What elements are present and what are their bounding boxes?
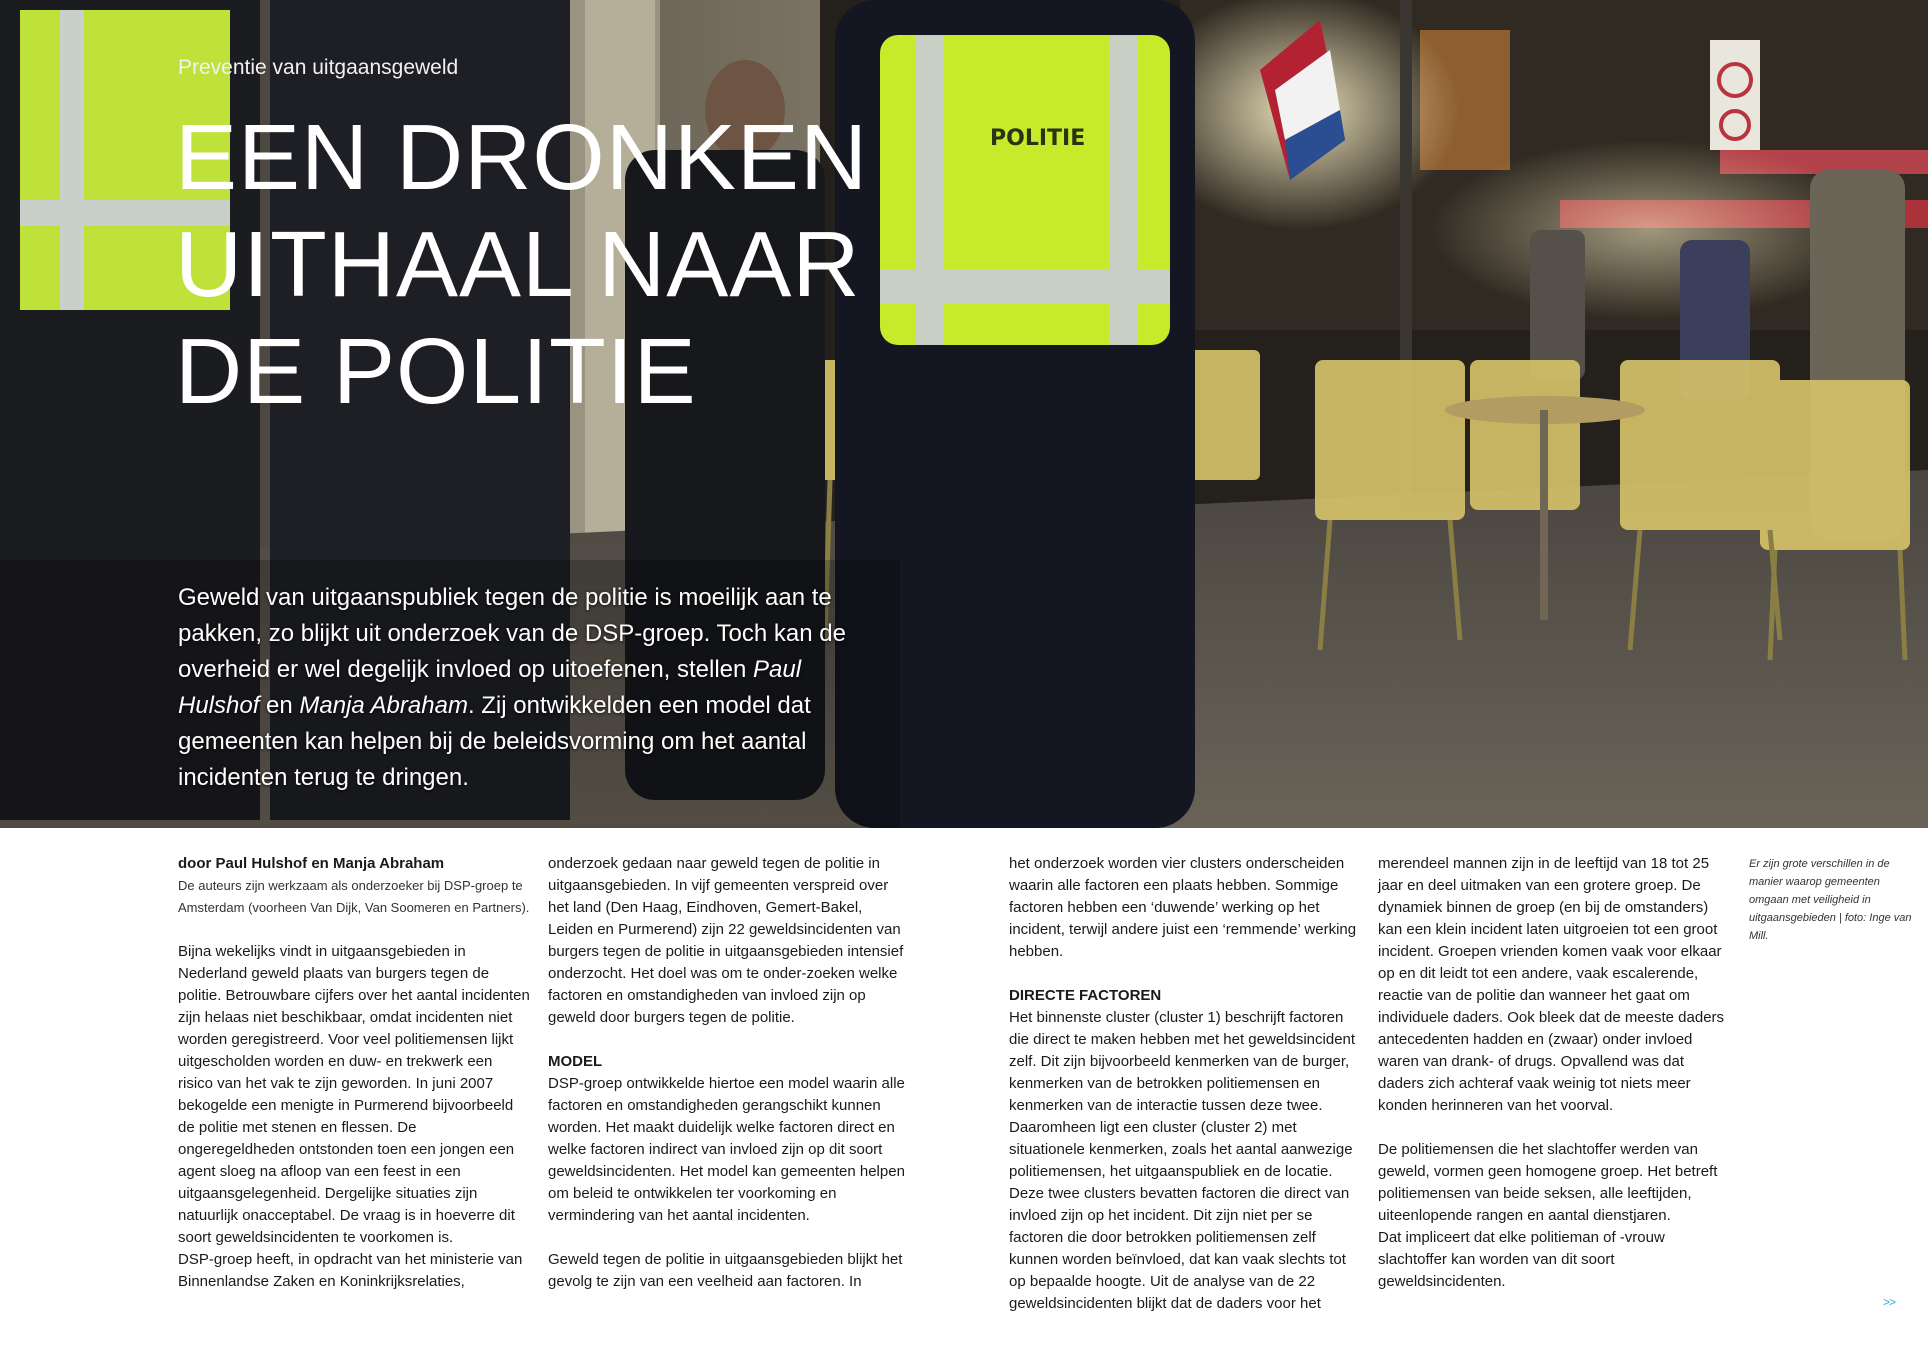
headline-line-2: UITHAAL NAAR xyxy=(175,212,861,316)
photo-caption: Er zijn grote verschillen in de manier waarop gemeenten omgaan met veiligheid in uitgaansgebieden | foto: Inge van Mill. xyxy=(1749,858,1912,942)
lead-author-1: Paul Hulshof xyxy=(178,656,802,719)
body-paragraph: Het binnenste cluster (cluster 1) beschrijft factoren die direct te maken hebben met het geweldsincident zelf. Dit zijn bijvoorbeeld kenmerken van de burger, kenmerken van de betrokken politiemensen en kenmerken van de interactie tussen deze twee. Daaromheen ligt een cluster (cluster 2) met situationele kenmerken, zoals het aantal aanwezige politiemensen, het uitgaanspubliek en de locatie. Deze twee clusters bevatten factoren die direct van invloed zijn op het incident. Dit zijn niet per se factoren die door betrokken politiemensen zelf kunnen worden beïnvloed, dat kan vaak slechts tot op bepaalde hoogte. Uit de analyse van de 22 geweldsincidenten blijkt dat de daders voor het xyxy=(1009,1009,1356,1312)
body-paragraph: Bijna wekelijks vindt in uitgaansgebieden in Nederland geweld plaats van burgers tegen de politie. Betrouwbare cijfers over het aantal incidenten zijn helaas niet beschikbaar, omdat incidenten niet worden geregistreerd. Voor veel politiemensen lijkt uitgescholden worden en duw- en trekwerk een risico van het vak te zijn geworden. In juni 2007 bekogelde een menigte in Purmerend bijvoorbeeld de politie met stenen en flessen. De ongeregeldheden ontstonden toen een jongen een agent sloeg na afloop van een feest in een uitgaansgelegenheid. Dergelijke situaties zijn natuurlijk onacceptabel. De vraag is in hoeverre dit soort geweldsincidenten te voorkomen is. xyxy=(178,943,530,1246)
section-heading-model: MODEL xyxy=(548,1053,603,1070)
body-paragraph: het onderzoek worden vier clusters onderscheiden waarin alle factoren een plaats hebben. Sommige factoren hebben een ‘duwende’ werking op het incident, terwijl andere juist een ‘remmende’ werking hebben. xyxy=(1009,855,1357,960)
headline-line-3: DE POLITIE xyxy=(175,319,697,423)
body-paragraph: DSP-groep ontwikkelde hiertoe een model waarin alle factoren en omstandigheden gerangschikt kunnen worden. Het maakt duidelijk welke factoren direct en welke factoren indirect van invloed zijn op dit soort geweldsincidenten. Het model kan gemeenten helpen om beleid te ontwikkelen ter voorkoming en vermindering van het aantal incidenten. xyxy=(548,1075,905,1224)
vest-label: POLITIE xyxy=(990,126,1086,151)
kicker: Preventie van uitgaansgeweld xyxy=(178,56,459,79)
lead-part-1: Geweld van uitgaanspubliek tegen de politie is moeilijk aan te pakken, zo blijkt uit onderzoek van de DSP-groep. Toch kan de overheid er wel degelijk invloed op uitoefenen, stellen xyxy=(178,584,846,683)
article-column-2 xyxy=(548,853,908,1293)
body-paragraph: De politiemensen die het slachtoffer werden van geweld, vormen geen homogene groep. Het betreft politiemensen van beide seksen, alle leeftijden, uiteenlopende rangen en aantal dienstjaren. xyxy=(1378,1141,1718,1224)
article-column-3 xyxy=(1009,853,1366,1315)
lead-paragraph xyxy=(178,580,858,796)
byline: door Paul Hulshof en Manja Abraham xyxy=(178,855,445,872)
section-heading-directe-factoren: DIRECTE FACTOREN xyxy=(1009,987,1162,1004)
lead-part-2: . Zij ontwikkelden een model dat gemeenten kan helpen bij de beleidsvorming om het aantal incidenten terug te dringen. xyxy=(178,692,811,791)
headline xyxy=(175,104,935,425)
lead-author-2: Manja Abraham xyxy=(299,692,468,719)
lead-mid: en xyxy=(259,692,300,719)
body-paragraph: onderzoek gedaan naar geweld tegen de politie in uitgaansgebieden. In vijf gemeenten verspreid over het land (Den Haag, Eindhoven, Gemert-Bakel, Leiden en Purmerend) zijn 22 geweldsincidenten van burgers tegen de politie in uitgaansgebieden intensief onderzocht. Het doel was om te onder-zoeken welke factoren en omstandigheden van invloed zijn op geweld door burgers tegen de politie. xyxy=(548,855,904,1026)
article-column-4 xyxy=(1378,853,1734,1293)
author-note: De auteurs zijn werkzaam als onderzoeker bij DSP-groep te Amsterdam (voorheen Van Dijk, Van Soomeren en Partners). xyxy=(178,878,530,915)
body-paragraph: merendeel mannen zijn in de leeftijd van 18 tot 25 jaar en deel uitmaken van een grotere groep. De dynamiek binnen de groep (en bij de omstanders) kan een klein incident laten uitgroeien tot een groot incident. Groepen vrienden komen vaak voor elkaar op en dit leidt tot een andere, vaak escalerende, reactie van de politie dan wanneer het gaat om individuele daders. Ook bleek dat de meeste daders antecedenten hadden en (zwaar) onder invloed waren van drank- of drugs. Opvallend was dat daders zich achteraf vaak weinig tot niets meer konden herinneren van het voorval. xyxy=(1378,855,1725,1114)
headline-line-1: EEN DRONKEN xyxy=(175,105,869,209)
next-page-marker[interactable]: >> xyxy=(1883,1295,1896,1309)
body-paragraph: DSP-groep heeft, in opdracht van het ministerie van Binnenlandse Zaken en Koninkrijksrelaties, xyxy=(178,1251,523,1290)
body-paragraph: Dat impliceert dat elke politieman of -vrouw slachtoffer kan worden van dit soort geweldsincidenten. xyxy=(1378,1229,1665,1290)
article-column-1 xyxy=(178,853,530,1293)
body-paragraph: Geweld tegen de politie in uitgaansgebieden blijkt het gevolg te zijn van een veelheid aan factoren. In xyxy=(548,1251,903,1290)
